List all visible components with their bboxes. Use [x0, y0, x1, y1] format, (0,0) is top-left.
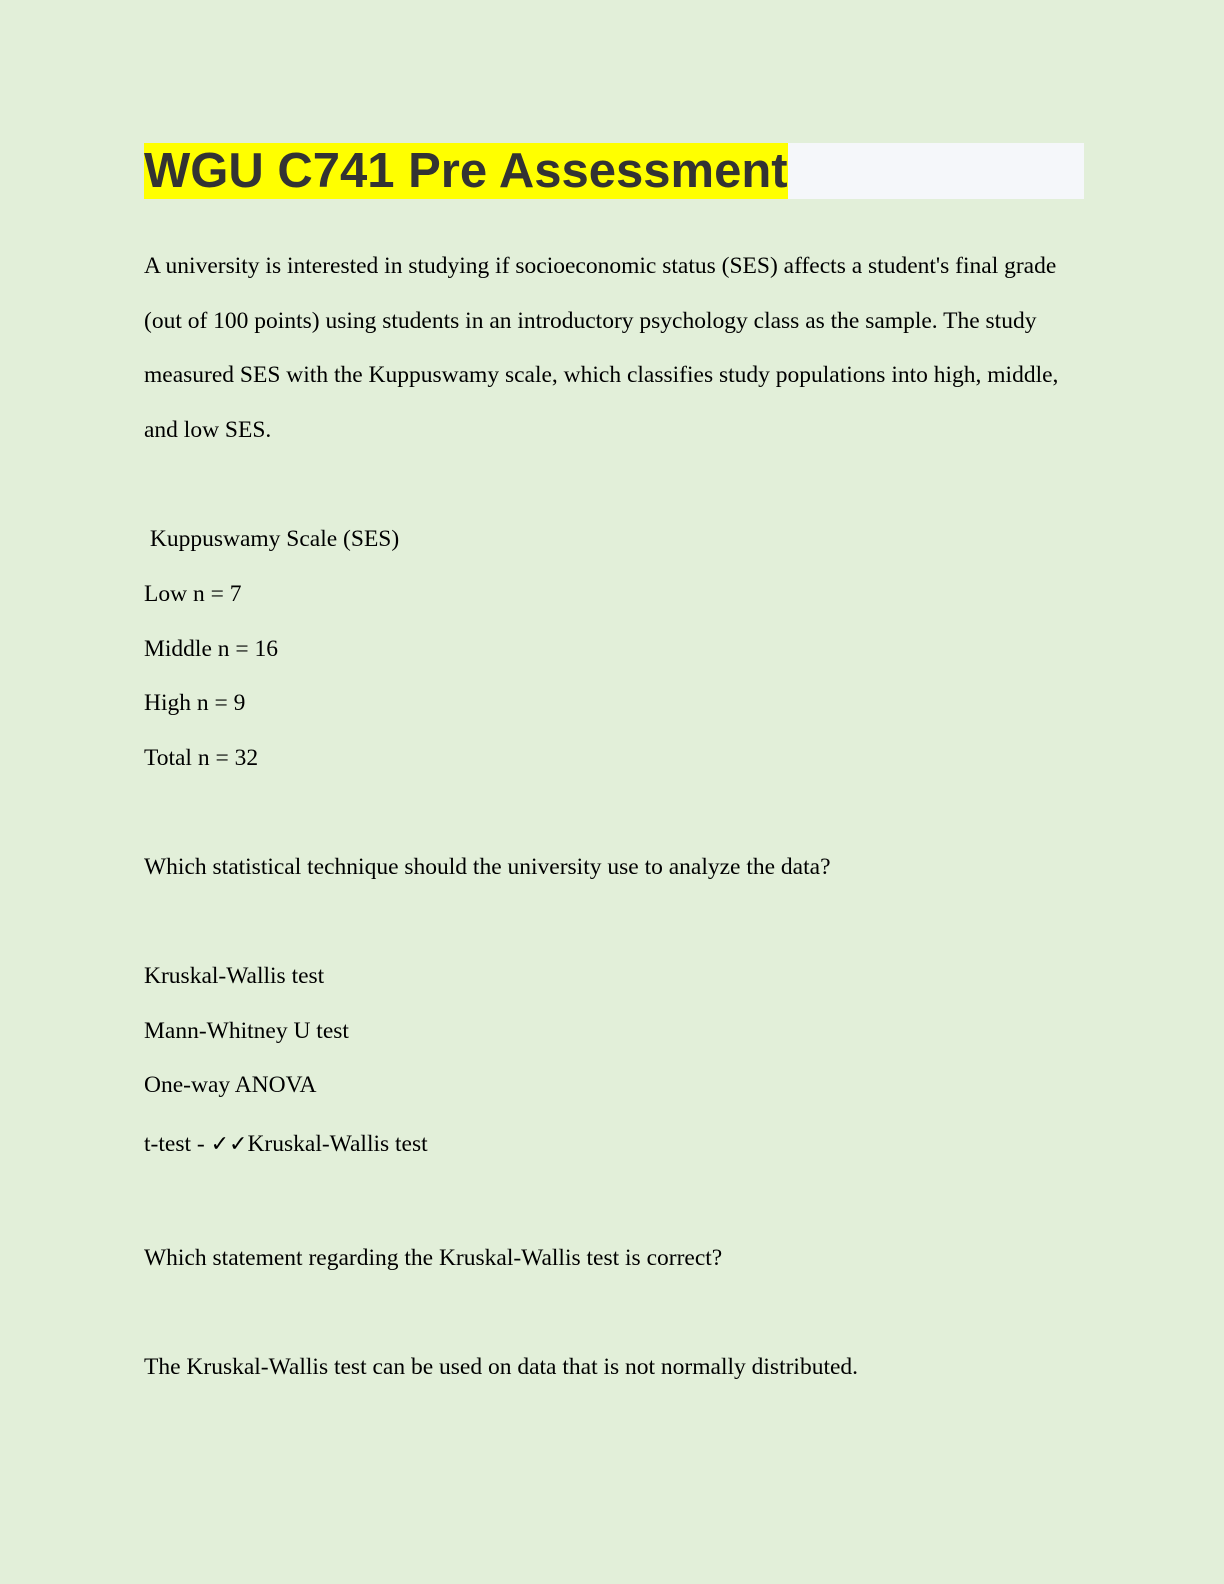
intro-line: (out of 100 points) using students in an introductory psychology class as the sample. The study	[144, 308, 1037, 334]
scale-row-middle: Middle n = 16	[144, 636, 279, 662]
question-1-text: Which statistical technique should the university use to analyze the data?	[144, 854, 831, 880]
question-2-answer: The Kruskal-Wallis test can be used on data that is not normally distributed.	[144, 1354, 859, 1380]
scale-row-low: Low n = 7	[144, 581, 242, 607]
page-title: WGU C741 Pre Assessment	[144, 144, 788, 198]
option-one-way-anova: One-way ANOVA	[144, 1072, 317, 1098]
option-t-test: t-test -	[144, 1131, 211, 1157]
question-1-answer: Kruskal-Wallis test	[247, 1131, 428, 1157]
scale-heading: Kuppuswamy Scale (SES)	[144, 526, 400, 552]
question-2-text: Which statement regarding the Kruskal-Wallis test is correct?	[144, 1245, 723, 1271]
intro-line: and low SES.	[144, 417, 272, 443]
option-kruskal-wallis: Kruskal-Wallis test	[144, 963, 325, 989]
scale-row-total: Total n = 32	[144, 745, 259, 771]
intro-line: A university is interested in studying if socioeconomic status (SES) affects a student's final grade	[144, 253, 1057, 279]
option-mann-whitney: Mann-Whitney U test	[144, 1018, 349, 1044]
scale-row-high: High n = 9	[144, 690, 246, 716]
check-mark-icon: ✓✓	[210, 1132, 248, 1157]
intro-line: measured SES with the Kuppuswamy scale, which classifies study populations into high, middle,	[144, 362, 1059, 388]
option-t-test-with-answer	[144, 1130, 428, 1159]
